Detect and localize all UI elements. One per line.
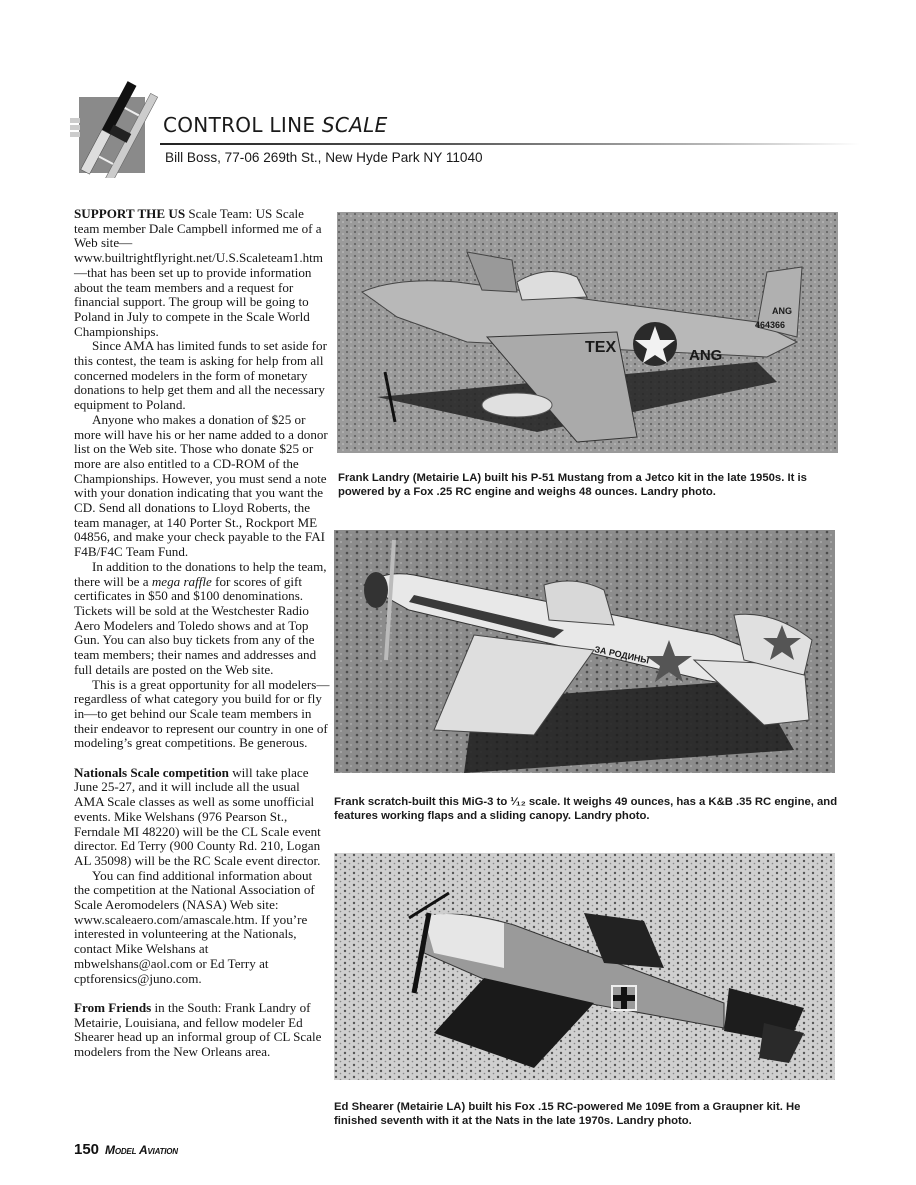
section-lead: SUPPORT THE US — [74, 206, 186, 221]
paragraph-text: will take place June 25-27, and it will include all the usual AMA Scale classes as well as some unofficial events. Mike Welshans (976 Pearson St., Ferndale MI 48220) will be the CL Scale event director. Ed Terry (900 County Rd. 210, Logan AL 35098) will be the RC Scale event director. — [74, 764, 321, 868]
photo-caption: Frank Landry (Metairie LA) built his P-51 Mustang from a Jetco kit in the late 1950s. It is powered by a Fox .25 RC engine and weighs 48 ounces. Landry photo. — [338, 472, 807, 499]
svg-text:TEX: TEX — [585, 339, 617, 356]
emphasis-text: mega raffle — [151, 573, 212, 589]
photo-caption: Frank scratch-built this MiG-3 to ¹⁄₁₂ scale. It weighs 49 ounces, has a K&B .35 RC engine, and features working flaps and a sliding canopy. Landry photo. — [334, 796, 838, 823]
magazine-name: Model Aviation — [105, 1143, 178, 1157]
page-folio — [74, 1141, 178, 1159]
paragraph: This is a great opportunity for all modelers—regardless of what category you build for or fly in—to get behind our Scale team members in their endeavor to represent our country in one of modeling’s great competitions. Be generous. — [74, 676, 330, 751]
paragraph-text: in the South: Frank Landry of Metairie, Louisiana, and fellow modeler Ed Shearer head up an informal group of CL Scale modelers from the New Orleans area. — [74, 999, 322, 1060]
mig3-photo-icon — [334, 530, 835, 773]
photo-p51-mustang — [337, 212, 838, 453]
paragraph: You can find additional information about the competition at the National Association of Scale Aeromodelers (NASA) Web site: www.scaleaero.com/amascale.htm. If you’re interested in volunteering at the Nationals, contact Mike Welshans at mbwelshans@aol.com or Ed Terry at cptforensics@juno.com. — [74, 867, 315, 986]
paragraph-text: for scores of gift certificates in $50 and $100 denominations. Tickets will be sold at the Westchester Radio Aero Modelers and Toledo shows and at Top Gun. You can also buy tickets from any of the team members; their names and addresses and full details are posted on the Web site. — [74, 573, 317, 677]
paragraph-text: Scale Team: US Scale team member Dale Campbell informed me of a Web site—www.builtrightflyright.net/U.S.Scaleteam1.htm—that has been set up to provide information about the team members and a request for financial support. The group will be going to Poland in July to compete in the Scale World Championships. — [74, 206, 323, 339]
column-logo — [68, 70, 158, 178]
paragraph — [74, 207, 330, 339]
column-title — [163, 113, 388, 137]
photo-caption: Ed Shearer (Metairie LA) built his Fox .15 RC-powered Me 109E from a Graupner kit. He finished seventh with it at the Nats in the late 1970s. Landry photo. — [334, 1101, 801, 1128]
page-number: 150 — [74, 1141, 100, 1158]
paragraph — [74, 560, 330, 678]
paragraph — [74, 1001, 330, 1060]
me109e-photo-icon — [334, 853, 835, 1080]
article-text-column — [74, 207, 330, 1060]
section-lead: Nationals Scale competition — [74, 764, 229, 780]
column-title-italic: SCALE — [321, 113, 388, 137]
paragraph: Since AMA has limited funds to set aside for this contest, the team is asking for help from all concerned modelers in the form of monetary donations to help get them and all the necessary equipment to Poland. — [74, 338, 327, 413]
svg-text:ЗА РОДИНЫ: ЗА РОДИНЫ — [593, 644, 651, 666]
svg-text:ANG: ANG — [689, 347, 723, 364]
photo-me109e — [334, 853, 835, 1080]
author-byline: Bill Boss, 77-06 269th St., New Hyde Park NY 11040 — [165, 150, 483, 165]
p51-mustang-photo-icon — [337, 212, 838, 453]
svg-text:464366: 464366 — [755, 320, 786, 330]
title-rule — [160, 143, 860, 145]
svg-text:ANG: ANG — [772, 306, 792, 316]
photo-mig3 — [334, 530, 835, 773]
paragraph — [74, 766, 330, 869]
biplane-logo-icon — [68, 70, 158, 178]
paragraph: Anyone who makes a donation of $25 or more will have his or her name added to a donor list on the Web site. Those who donate $25 or more are also entitled to a CD-ROM of the Championships. However, you must send a note with your donation indicating that you want the CD. Send all donations to Lloyd Roberts, the team manager, at 140 Porter St., Rockport ME 04856, and make your check payable to the FAI F4B/F4C Team Fund. — [74, 411, 328, 560]
paragraph-text: In addition to the donations to help the team, there will be a — [74, 558, 327, 589]
section-lead: From Friends — [74, 999, 152, 1015]
column-title-main: CONTROL LINE — [163, 113, 322, 137]
